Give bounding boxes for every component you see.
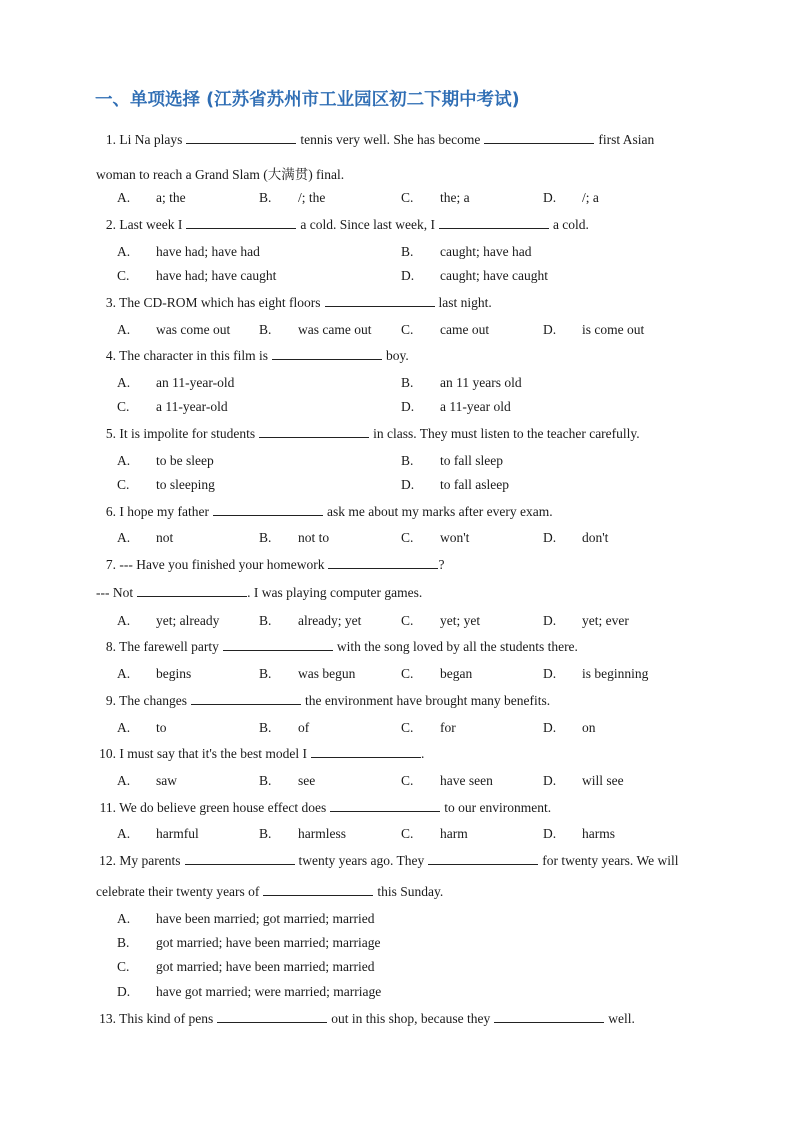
question-7-reply [96,585,422,601]
option-label: C. [401,720,414,735]
option-label: D. [543,720,557,735]
question-number: 5. [105,426,116,441]
option-text[interactable]: will see [582,773,624,788]
option-text[interactable]: is beginning [582,666,649,681]
option-text[interactable]: to be sleep [156,453,214,468]
question-text: the environment have brought many benefits. [304,693,551,708]
question-6 [96,504,553,520]
option-text[interactable]: came out [440,322,490,337]
question-text: twenty years ago. They [298,853,425,868]
question-text: with the song loved by all the students there. [336,639,578,654]
answer-blank[interactable] [325,295,435,307]
option-label: B. [117,935,130,950]
question-text: tennis very well. She has become [300,132,481,147]
option-text[interactable]: yet; already [156,613,220,628]
question-number: 8. [105,639,116,654]
option-text[interactable]: harmful [156,826,199,841]
question-1-continuation: woman to reach a Grand Slam (大满贯) final. [96,167,345,182]
question-text: ? [438,557,445,572]
option-text[interactable]: /; a [582,190,599,205]
question-7 [96,557,444,573]
option-label: C. [401,666,414,681]
question-13 [96,1011,635,1027]
option-label: B. [259,190,272,205]
option-label: A. [117,911,131,926]
option-label: B. [259,666,272,681]
option-label: D. [543,826,557,841]
question-text: a cold. [552,217,589,232]
question-text: well. [608,1011,635,1026]
option-text[interactable]: have had; have caught [156,268,277,283]
question-text: Li Na plays [119,132,183,147]
option-text[interactable]: don't [582,530,609,545]
question-text: this Sunday. [377,884,444,899]
option-label: D. [543,613,557,628]
option-text[interactable]: won't [440,530,470,545]
question-text: It is impolite for students [119,426,256,441]
option-text[interactable]: not [156,530,174,545]
question-1 [96,132,654,148]
question-12 [96,853,678,869]
option-text[interactable]: have been married; got married; married [156,911,375,926]
option-label: A. [117,453,131,468]
option-text[interactable]: to fall sleep [440,453,503,468]
option-label: C. [117,399,130,414]
section-title: 一、单项选择 (江苏省苏州市工业园区初二下期中考试) [95,90,520,110]
answer-blank[interactable] [217,1011,327,1023]
option-label: C. [117,477,130,492]
question-text: celebrate their twenty years of [96,884,260,899]
option-label: C. [401,190,414,205]
question-text: . [421,746,425,761]
answer-blank[interactable] [428,853,538,865]
question-2 [96,217,589,233]
question-text: This kind of pens [119,1011,214,1026]
option-text[interactable]: is come out [582,322,645,337]
question-text: The farewell party [119,639,219,654]
option-text[interactable]: have had; have had [156,244,260,259]
option-label: C. [401,773,414,788]
question-number: 1. [105,132,116,147]
question-number: 13. [99,1011,116,1026]
option-label: A. [117,322,131,337]
option-label: B. [401,375,414,390]
option-label: A. [117,720,131,735]
option-text[interactable]: harm [440,826,468,841]
answer-blank[interactable] [223,639,333,651]
question-text: a cold. Since last week, I [300,217,435,232]
option-label: C. [117,959,130,974]
answer-blank[interactable] [185,853,295,865]
option-text[interactable]: caught; have had [440,244,532,259]
option-label: D. [543,530,557,545]
option-text[interactable]: yet; yet [440,613,481,628]
answer-blank[interactable] [439,217,549,229]
question-text: We do believe green house effect does [119,800,327,815]
option-text[interactable]: got married; have been married; married [156,959,375,974]
question-text: I hope my father [119,504,209,519]
option-label: B. [259,613,272,628]
answer-blank[interactable] [186,132,296,144]
question-text: I must say that it's the best model I [119,746,308,761]
answer-blank[interactable] [137,585,247,597]
option-text[interactable]: already; yet [298,613,362,628]
option-text[interactable]: to fall asleep [440,477,509,492]
option-label: C. [401,613,414,628]
answer-blank[interactable] [272,348,382,360]
option-label: B. [259,322,272,337]
question-text: out in this shop, because they [331,1011,491,1026]
question-text: The character in this film is [119,348,268,363]
option-text[interactable]: was begun [298,666,356,681]
option-text[interactable]: harmless [298,826,346,841]
answer-blank[interactable] [484,132,594,144]
question-text: for twenty years. We will [542,853,679,868]
question-text: last night. [438,295,492,310]
option-label: D. [543,666,557,681]
option-label: A. [117,773,131,788]
question-5 [96,426,640,442]
question-12-continuation [96,884,443,900]
option-text[interactable]: was came out [298,322,372,337]
question-text: boy. [385,348,409,363]
option-label: D. [543,773,557,788]
question-number: 6. [105,504,116,519]
option-text[interactable]: caught; have caught [440,268,548,283]
question-11 [96,800,551,816]
option-text[interactable]: see [298,773,316,788]
option-label: A. [117,666,131,681]
question-number: 9. [105,693,116,708]
question-text: Last week I [119,217,183,232]
question-number: 7. [105,557,116,572]
answer-blank[interactable] [328,557,438,569]
option-label: A. [117,190,131,205]
option-text[interactable]: /; the [298,190,326,205]
question-text: first Asian [598,132,655,147]
option-label: A. [117,375,131,390]
option-label: B. [259,826,272,841]
option-text[interactable]: was come out [156,322,231,337]
option-label: D. [543,322,557,337]
option-text[interactable]: yet; ever [582,613,629,628]
option-text[interactable]: the; a [440,190,470,205]
question-4 [96,348,409,364]
option-label: A. [117,613,131,628]
option-label: D. [401,477,415,492]
question-text: ask me about my marks after every exam. [326,504,553,519]
question-text: The changes [119,693,187,708]
answer-blank[interactable] [213,504,323,516]
option-label: C. [401,322,414,337]
option-text[interactable]: for [440,720,456,735]
option-text[interactable]: not to [298,530,330,545]
question-9 [96,693,550,709]
option-label: A. [117,826,131,841]
option-label: B. [259,773,272,788]
question-text: --- Have you finished your homework [119,557,325,572]
option-text[interactable]: saw [156,773,177,788]
question-text: The CD-ROM which has eight floors [119,295,321,310]
option-label: B. [259,720,272,735]
question-number: 10. [99,746,116,761]
answer-blank[interactable] [494,1011,604,1023]
option-text[interactable]: have got married; were married; marriage [156,984,382,999]
option-label: C. [401,530,414,545]
answer-blank[interactable] [259,426,369,438]
option-label: C. [117,268,130,283]
option-text[interactable]: began [440,666,473,681]
option-text[interactable]: a; the [156,190,186,205]
answer-blank[interactable] [263,884,373,896]
option-text[interactable]: an 11-year-old [156,375,235,390]
answer-blank[interactable] [330,800,440,812]
question-text: My parents [119,853,181,868]
option-label: A. [117,244,131,259]
question-number: 2. [105,217,116,232]
answer-blank[interactable] [186,217,296,229]
option-text[interactable]: a 11-year-old [156,399,228,414]
option-text[interactable]: an 11 years old [440,375,522,390]
option-label: C. [401,826,414,841]
question-text: . I was playing computer games. [247,585,423,600]
question-10 [96,746,424,762]
option-label: D. [117,984,131,999]
option-label: D. [401,399,415,414]
option-label: A. [117,530,131,545]
answer-blank[interactable] [191,693,301,705]
option-text[interactable]: of [298,720,310,735]
option-text[interactable]: begins [156,666,192,681]
answer-blank[interactable] [311,746,421,758]
option-text[interactable]: have seen [440,773,493,788]
option-label: D. [543,190,557,205]
question-number: 4. [105,348,116,363]
question-text: in class. They must listen to the teacher carefully. [373,426,640,441]
question-3 [96,295,492,311]
option-text[interactable]: a 11-year old [440,399,511,414]
question-number: 3. [105,295,116,310]
question-number: 11. [99,800,116,815]
option-text[interactable]: on [582,720,596,735]
question-text: --- Not [96,585,134,600]
option-text[interactable]: to sleeping [156,477,215,492]
option-text[interactable]: harms [582,826,615,841]
option-label: B. [401,453,414,468]
question-8 [96,639,578,655]
option-label: B. [401,244,414,259]
option-label: D. [401,268,415,283]
question-number: 12. [99,853,116,868]
option-text[interactable]: to [156,720,167,735]
option-label: B. [259,530,272,545]
question-text: to our environment. [444,800,552,815]
option-text[interactable]: got married; have been married; marriage [156,935,381,950]
